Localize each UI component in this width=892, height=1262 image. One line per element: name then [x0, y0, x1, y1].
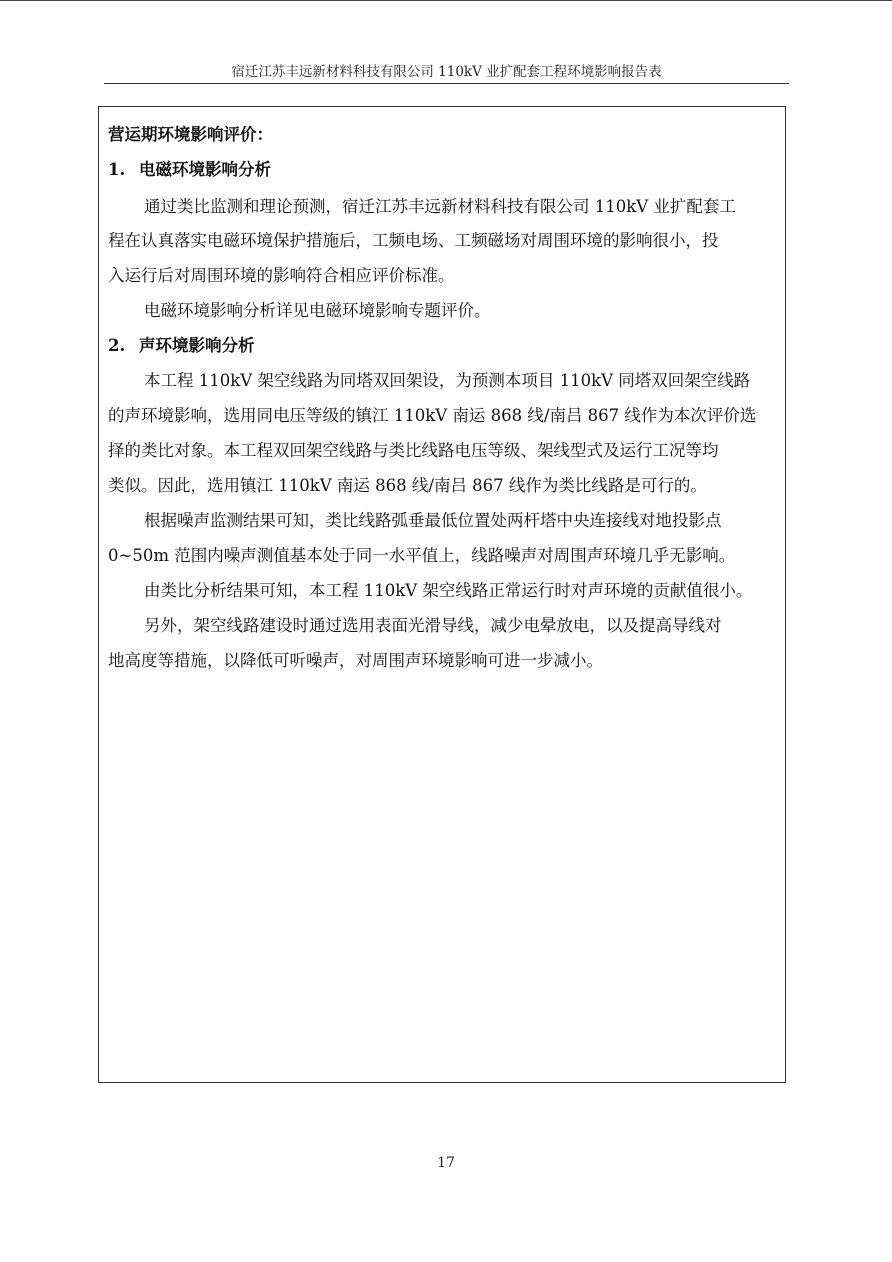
section-1-number: 1. — [108, 160, 126, 179]
section-intro-heading: 营运期环境影响评价： — [108, 125, 273, 144]
running-header: 宿迁江苏丰远新材料科技有限公司 110kV 业扩配套工程环境影响报告表 — [231, 64, 662, 80]
paragraph-line: 电磁环境影响分析详见电磁环境影响专题评价。 — [144, 301, 491, 320]
paragraph-line: 入运行后对周围环境的影响符合相应评价标准。 — [108, 266, 455, 285]
paragraph-line: 地高度等措施，以降低可听噪声，对周围声环境影响可进一步减小。 — [108, 651, 603, 670]
paragraph-line: 类似。因此，选用镇江 110kV 南运 868 线/南吕 867 线作为类比线路是可行的。 — [108, 476, 707, 495]
paragraph-line: 根据噪声监测结果可知，类比线路弧垂最低位置处两杆塔中央连接线对地投影点 — [144, 511, 722, 530]
page-number: 17 — [437, 1155, 455, 1171]
paragraph-line: 择的类比对象。本工程双回架空线路与类比线路电压等级、架线型式及运行工况等均 — [108, 441, 719, 460]
paragraph-line: 通过类比监测和理论预测，宿迁江苏丰远新材料科技有限公司 110kV 业扩配套工 — [144, 197, 736, 216]
header-rule — [104, 83, 789, 84]
paragraph-line: 另外，架空线路建设时通过选用表面光滑导线，减少电晕放电，以及提高导线对 — [144, 616, 722, 635]
paragraph-line: 本工程 110kV 架空线路为同塔双回架设，为预测本项目 110kV 同塔双回架空线路 — [144, 371, 751, 390]
section-1-title: 电磁环境影响分析 — [139, 160, 271, 179]
paragraph-line: 0~50m 范围内噪声测值基本处于同一水平值上，线路噪声对周围声环境几乎无影响。 — [108, 546, 736, 565]
paragraph-line: 由类比分析结果可知，本工程 110kV 架空线路正常运行时对声环境的贡献值很小。 — [144, 581, 753, 600]
paragraph-line: 的声环境影响，选用同电压等级的镇江 110kV 南运 868 线/南吕 867 线作为本次评价选 — [108, 406, 757, 425]
paragraph-line: 程在认真落实电磁环境保护措施后，工频电场、工频磁场对周围环境的影响很小，投 — [108, 231, 719, 250]
section-2-title: 声环境影响分析 — [139, 336, 255, 355]
page-top-border — [0, 0, 892, 1]
section-1-heading — [108, 156, 271, 184]
section-2-heading — [108, 332, 255, 360]
section-2-number: 2. — [108, 336, 126, 355]
